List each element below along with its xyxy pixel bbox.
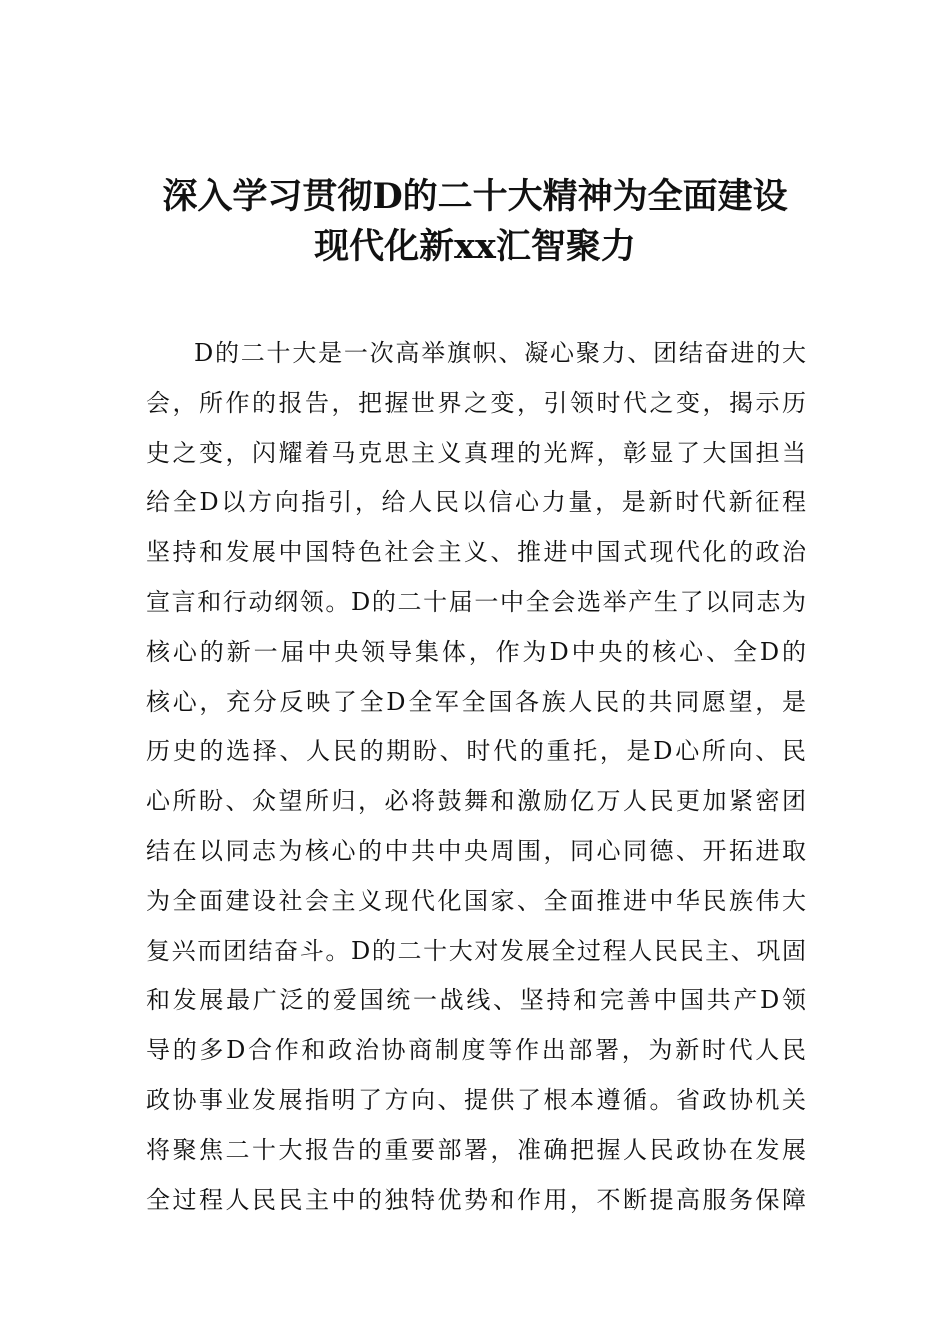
body-line: 会，所作的报告，把握世界之变，引领时代之变，揭示历 xyxy=(146,388,806,417)
body-line: 心所盼、众望所归，必将鼓舞和激励亿万人民更加紧密团 xyxy=(146,787,806,816)
body-line: 政协事业发展指明了方向、提供了根本遵循。省政协机关 xyxy=(146,1085,806,1114)
body-paragraph xyxy=(146,329,806,1225)
body-line: D的二十大是一次高举旗帜、凝心聚力、团结奋进的大 xyxy=(194,339,806,367)
body-line: 给全D以方向指引，给人民以信心力量，是新时代新征程 xyxy=(146,488,806,517)
body-line: 复兴而团结奋斗。D的二十大对发展全过程人民民主、巩固 xyxy=(146,936,806,965)
body-line: 宣言和行动纲领。D的二十届一中全会选举产生了以同志为 xyxy=(146,587,806,616)
body-line: 将聚焦二十大报告的重要部署，准确把握人民政协在发展 xyxy=(146,1135,806,1164)
title-line-2: 现代化新xx汇智聚力 xyxy=(314,226,636,267)
body-line: 导的多D合作和政治协商制度等作出部署，为新时代人民 xyxy=(146,1036,806,1065)
document-title xyxy=(0,172,950,272)
body-line: 核心的新一届中央领导集体，作为D中央的核心、全D的 xyxy=(146,637,806,666)
body-line: 为全面建设社会主义现代化国家、全面推进中华民族伟大 xyxy=(146,886,806,915)
body-line: 全过程人民民主中的独特优势和作用，不断提高服务保障 xyxy=(146,1185,806,1214)
title-line-1: 深入学习贯彻D的二十大精神为全面建设 xyxy=(162,176,788,217)
body-line: 和发展最广泛的爱国统一战线、坚持和完善中国共产D领 xyxy=(146,986,806,1015)
body-line: 坚持和发展中国特色社会主义、推进中国式现代化的政治 xyxy=(146,538,806,567)
body-line: 史之变，闪耀着马克思主义真理的光辉，彰显了大国担当 xyxy=(146,438,806,467)
body-line: 核心，充分反映了全D全军全国各族人民的共同愿望，是 xyxy=(146,687,806,716)
body-line: 历史的选择、人民的期盼、时代的重托，是D心所向、民 xyxy=(146,737,806,766)
body-line: 结在以同志为核心的中共中央周围，同心同德、开拓进取 xyxy=(146,836,806,865)
